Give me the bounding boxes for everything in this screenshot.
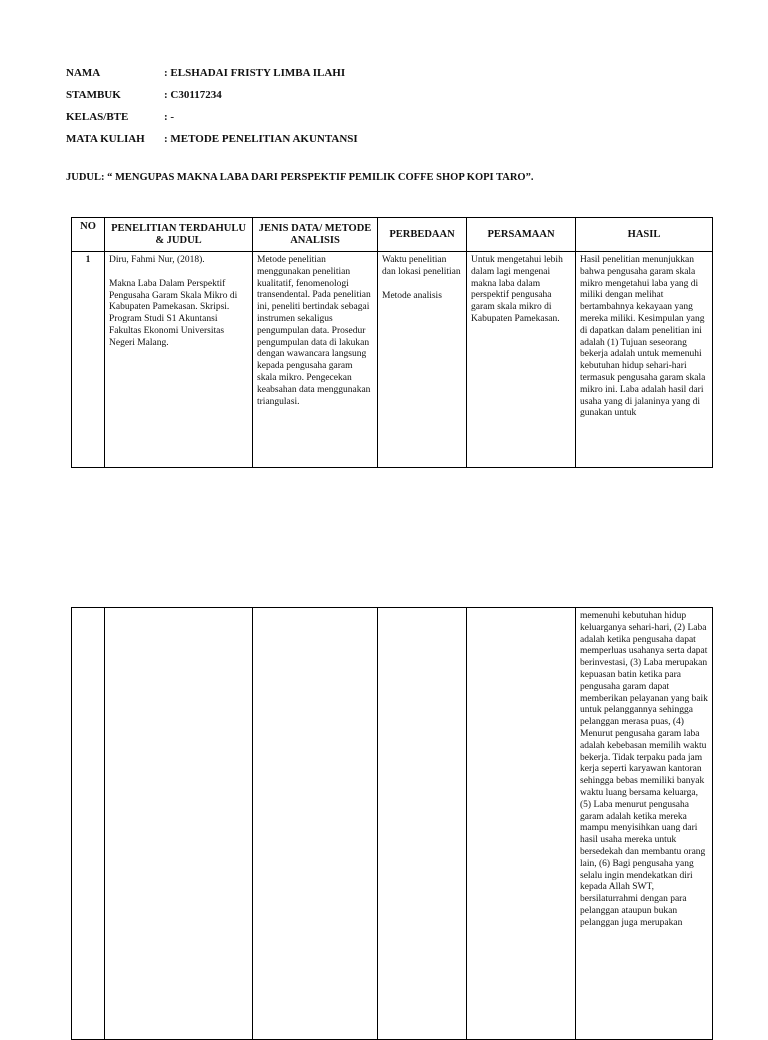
cell-penelitian [105, 252, 253, 468]
study-title: Makna Laba Dalam Perspektif Pengusaha Garam Skala Mikro di Kabupaten Pamekasan. Skripsi. Program Studi S1 Akuntansi Fakultas Ekonomi Universitas Negeri Malang. [109, 278, 238, 348]
info-value: : METODE PENELITIAN AKUNTANSI [164, 133, 358, 145]
info-value: : ELSHADAI FRISTY LIMBA ILAHI [164, 67, 346, 79]
header-penelitian: PENELITIAN TERDAHULU & JUDUL [105, 218, 253, 252]
info-label: NAMA [66, 67, 101, 79]
info-label: STAMBUK [66, 89, 121, 101]
literature-table-continued [71, 607, 713, 1040]
header-hasil: HASIL [576, 218, 713, 252]
cell-perbedaan [378, 252, 467, 468]
header-no: NO [72, 218, 105, 252]
header-perbedaan: PERBEDAAN [378, 218, 467, 252]
info-row-kelas [66, 106, 358, 128]
hasil-continued: memenuhi kebutuhan hidup keluarganya sehari-hari, (2) Laba adalah ketika pengusaha dapat memperluas usahanya serta dapat berinvestasi, (3) Laba merupakan kepuasan batin ketika para pengusaha garam dapat memberikan pelayanan yang baik untuk pelanggannya sehingga pelanggan merasa puas, (4) Menurut pengusaha garam laba adalah kebebasan memilih waktu bekerja. Tidak terpaku pada jam kerja seperti karyawan kantoran sehingga bebas memiliki banyak waktu luang bersama keluarga, (5) Laba menurut pengusaha garam adalah ketika mereka mampu menyisihkan uang dari hasil usaha mereka untuk bersedekah dan membantu orang lain, (6) Bagi pengusaha yang selalu ingin mendekatkan diri kepada Allah SWT, bersilaturrahmi dengan para pelanggan ataupun bukan pelanggan juga merupakan [580, 611, 708, 928]
table-row [72, 252, 713, 468]
cell-persamaan [467, 608, 576, 1040]
citation: Diru, Fahmi Nur, (2018). [109, 255, 205, 265]
header-persamaan: PERSAMAAN [467, 218, 576, 252]
cell-no: 1 [72, 252, 105, 468]
table-header-row [72, 218, 713, 252]
info-value: : C30117234 [164, 89, 222, 101]
cell-hasil [576, 608, 713, 1040]
table-row [72, 608, 713, 1040]
cell-jenis: Metode penelitian menggunakan penelitian kualitatif, fenomenologi transendental. Pada penelitian ini, peneliti bertindak sebagai instrumen sekaligus pengumpulan data. Prosedur pengumpulan data di lakukan dengan wawancara langsung kepada pengusaha garam skala mikro. Pengecekan keabsahan data menggunakan triangulasi. [253, 252, 378, 468]
literature-table [71, 217, 713, 468]
student-info [66, 62, 358, 150]
research-title: JUDUL: “ MENGUPAS MAKNA LABA DARI PERSPEKTIF PEMILIK COFFE SHOP KOPI TARO”. [66, 172, 534, 183]
info-row-nama [66, 62, 358, 84]
info-label: KELAS/BTE [66, 111, 129, 123]
cell-hasil: Hasil penelitian menunjukkan bahwa pengusaha garam skala mikro mengetahui laba yang di miliki dengan melihat bertambahnya kekayaan yang mereka miliki. Kesimpulan yang di dapatkan dalam penelitian ini adalah (1) Tujuan seseorang bekerja adalah untuk memenuhi kebutuhan hidup sehari-hari termasuk pengusaha garam skala mikro ini. Laba adalah hasil dari usaha yang di jalaninya yang di gunakan untuk [576, 252, 713, 468]
cell-persamaan: Untuk mengetahui lebih dalam lagi mengenai makna laba dalam perspektif pengusaha garam skala mikro di Kabupaten Pamekasan. [467, 252, 576, 468]
cell-perbedaan [378, 608, 467, 1040]
spacer [382, 279, 462, 291]
info-value: : - [164, 111, 175, 123]
cell-no [72, 608, 105, 1040]
spacer [109, 267, 248, 279]
header-jenis: JENIS DATA/ METODE ANALISIS [253, 218, 378, 252]
info-row-mata-kuliah [66, 128, 358, 150]
cell-penelitian [105, 608, 253, 1040]
difference-1: Waktu penelitian dan lokasi penelitian [382, 255, 461, 277]
info-row-stambuk [66, 84, 358, 106]
info-label: MATA KULIAH [66, 133, 145, 145]
cell-jenis [253, 608, 378, 1040]
difference-2: Metode analisis [382, 290, 442, 301]
